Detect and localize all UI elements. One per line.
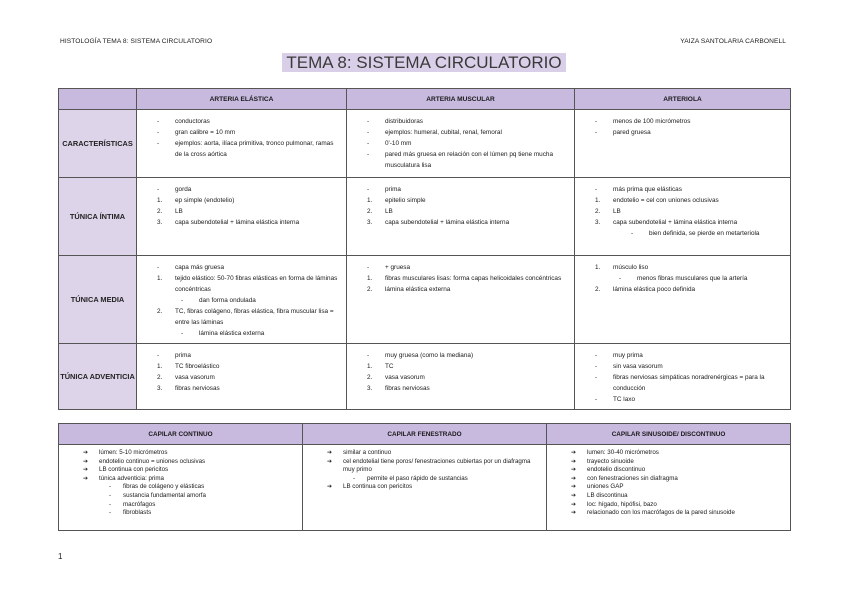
list-item	[595, 284, 786, 295]
list-item	[367, 273, 570, 284]
list-item-text: fibras de colágeno y elásticas	[123, 483, 205, 491]
list-marker: 1.	[367, 197, 373, 204]
list-item	[367, 372, 570, 383]
cell	[137, 178, 347, 256]
capillaries-table	[58, 423, 791, 531]
list-item	[157, 306, 342, 328]
row-tunica-media	[59, 256, 791, 344]
list-item-text: con fenestraciones sin diafragma	[587, 474, 678, 482]
list-item-text: lámina elástica externa	[385, 286, 451, 293]
list-item	[157, 273, 342, 295]
list-item	[571, 492, 786, 501]
list-marker: -	[595, 186, 598, 193]
list-item-text: más prima que elásticas	[613, 186, 682, 193]
list-item-text: endotelio = cel con uniones oclusivas	[613, 197, 719, 204]
list-item-text: vasa vasorum	[385, 374, 425, 381]
list-item-text: ejemplos: humeral, cubital, renal, femoral	[385, 129, 502, 136]
list-item-text: capa subendotelial + lámina elástica interna	[385, 219, 510, 226]
row-header: TÚNICA ADVENTICIA	[59, 344, 137, 410]
corner-cell	[59, 89, 137, 110]
row-header: TÚNICA MEDIA	[59, 256, 137, 344]
list-marker: 1.	[157, 363, 163, 370]
cell	[137, 344, 347, 410]
list-item-text: macrófagos	[123, 500, 156, 508]
list-item-text: tejido elástico: 50-70 fibras elásticas en forma de láminas concéntricas	[175, 275, 338, 293]
arrow-right-icon: ➔	[83, 466, 89, 474]
arrow-right-icon: ➔	[571, 500, 577, 508]
list-marker: 2.	[595, 208, 601, 215]
list-item	[157, 138, 342, 160]
list-marker: -	[181, 330, 184, 337]
list-item-text: TC	[385, 363, 394, 370]
list-marker: -	[157, 186, 160, 193]
list-marker: -	[631, 230, 634, 237]
list-item	[327, 458, 542, 475]
arrow-right-icon: ➔	[571, 509, 577, 517]
list-item-text: LB continua con pericitos	[99, 466, 169, 474]
list-item-text: capa subendotelial + lámina elástica interna	[175, 219, 300, 226]
list-item-text: fibras nerviosas simpáticas noradrenérgicas = para la conducción	[613, 374, 765, 392]
list-item	[367, 383, 570, 394]
list-item-text: LB discontinua	[587, 491, 628, 499]
list-marker: -	[367, 129, 370, 136]
list-item-text: TC fibroelástico	[175, 363, 220, 370]
list-item	[571, 475, 786, 484]
list-item-text: TC, fibras colágeno, fibras elástica, fibra muscular lisa = entre las láminas	[175, 308, 334, 326]
cell	[347, 178, 575, 256]
list-item-text: LB	[385, 208, 393, 215]
list-item-text: TC laxo	[613, 396, 636, 403]
list-item-text: lúmen: 5-10 micrómetros	[99, 449, 168, 456]
list-item	[157, 295, 342, 306]
list-item-text: distribuidoras	[385, 118, 424, 125]
list-marker: -	[367, 118, 370, 125]
page-title-text: TEMA 8: SISTEMA CIRCULATORIO	[282, 53, 565, 72]
row-tunica-adventicia	[59, 344, 791, 410]
cell	[575, 344, 791, 410]
arrow-right-icon: ➔	[327, 483, 333, 491]
cell	[347, 110, 575, 178]
list-item-text: LB	[613, 208, 621, 215]
list-marker: -	[367, 151, 370, 158]
list-item-text: uniones GAP	[587, 483, 624, 491]
list-item	[157, 184, 342, 195]
list-item	[157, 116, 342, 127]
list-marker: 2.	[157, 308, 163, 315]
list-item-text: sustancia fundamental amorfa	[123, 491, 206, 499]
list-item	[157, 195, 342, 206]
list-item	[83, 466, 298, 475]
list-marker: 1.	[367, 363, 373, 370]
arteries-table	[58, 88, 791, 410]
list-item-text: capa subendotelial + lámina elástica interna	[613, 219, 738, 226]
list-item	[595, 262, 786, 273]
list-marker: -	[367, 140, 370, 147]
list-marker: -	[181, 297, 184, 304]
arrow-right-icon: ➔	[83, 449, 89, 456]
list-item	[595, 361, 786, 372]
list-item	[571, 458, 786, 467]
list-item	[83, 501, 298, 510]
list-item-text: fibras nerviosas	[175, 385, 220, 392]
list-item	[327, 483, 542, 492]
list-marker: 1.	[595, 197, 601, 204]
list-item	[157, 361, 342, 372]
arrow-right-icon: ➔	[571, 491, 577, 499]
list-marker: 3.	[157, 219, 163, 226]
list-item	[83, 483, 298, 492]
list-item-text: lumen: 30-40 micrómetros	[587, 449, 659, 456]
col-header-capilar-fenestrado: CAPILAR FENESTRADO	[303, 424, 547, 445]
cell	[547, 445, 791, 531]
list-marker: -	[157, 264, 160, 271]
capillaries-header-row	[59, 424, 791, 445]
col-header-arteriola: ARTERIOLA	[575, 89, 791, 110]
list-item	[367, 127, 570, 138]
row-header: TÚNICA ÍNTIMA	[59, 178, 137, 256]
col-header-arteria-muscular: ARTERIA MUSCULAR	[347, 89, 575, 110]
list-item-text: prima	[385, 186, 401, 193]
list-marker: 2.	[157, 208, 163, 215]
arrow-right-icon: ➔	[327, 457, 333, 465]
list-marker: -	[157, 118, 160, 125]
list-item	[367, 206, 570, 217]
list-marker: 2.	[157, 374, 163, 381]
arrow-right-icon: ➔	[571, 474, 577, 482]
list-marker: -	[595, 363, 598, 370]
list-item-text: lámina elástica externa	[199, 330, 265, 337]
list-item	[83, 449, 298, 458]
arrow-right-icon: ➔	[571, 466, 577, 474]
list-item-text: dan forma ondulada	[199, 297, 256, 304]
list-item-text: similar a continuo	[343, 449, 392, 456]
col-header-arteria-elastica: ARTERIA ELÁSTICA	[137, 89, 347, 110]
list-item	[595, 184, 786, 195]
cell	[347, 344, 575, 410]
list-item	[367, 361, 570, 372]
list-marker: -	[353, 474, 356, 482]
list-item-text: + gruesa	[385, 264, 411, 271]
list-item-text: túnica adventicia: prima	[99, 474, 165, 482]
list-item-text: muy prima	[613, 352, 643, 359]
list-marker: -	[367, 352, 370, 359]
arrow-right-icon: ➔	[83, 474, 89, 482]
col-header-capilar-sinusoide: CAPILAR SINUSOIDE/ DISCONTINUO	[547, 424, 791, 445]
arrow-right-icon: ➔	[571, 449, 577, 456]
list-item	[157, 262, 342, 273]
list-marker: 3.	[157, 385, 163, 392]
list-item	[367, 350, 570, 361]
arrow-right-icon: ➔	[571, 483, 577, 491]
list-item-text: 0'-10 mm	[385, 140, 412, 147]
list-item	[595, 116, 786, 127]
list-item-text: LB	[175, 208, 183, 215]
list-marker: 3.	[367, 385, 373, 392]
list-marker: 1.	[157, 197, 163, 204]
list-item-text: vasa vasorum	[175, 374, 215, 381]
list-marker: -	[367, 186, 370, 193]
list-item-text: muy gruesa (como la mediana)	[385, 352, 474, 359]
list-item	[595, 206, 786, 217]
list-item	[157, 217, 342, 228]
capillaries-body-row	[59, 445, 791, 531]
list-item	[571, 501, 786, 510]
page-title	[0, 53, 848, 73]
list-item-text: endotelio discontinuo	[587, 466, 646, 474]
list-item	[571, 509, 786, 518]
list-item-text: lámina elástica poco definida	[613, 286, 696, 293]
list-item	[367, 262, 570, 273]
list-marker: -	[157, 129, 160, 136]
list-item-text: prima	[175, 352, 191, 359]
list-item-text: fibras musculares lisas: forma capas helicoidales concéntricas	[385, 275, 562, 282]
list-item	[327, 449, 542, 458]
list-marker: -	[595, 352, 598, 359]
list-item-text: conductoras	[175, 118, 210, 125]
list-marker: -	[109, 491, 112, 499]
list-item	[157, 350, 342, 361]
list-item-text: endotelio continuo = uniones oclusivas	[99, 457, 206, 465]
list-marker: -	[157, 140, 160, 147]
list-item	[367, 116, 570, 127]
list-item	[595, 228, 786, 239]
page-number: 1	[58, 552, 63, 561]
list-item	[595, 195, 786, 206]
list-item	[157, 328, 342, 339]
list-item-text: LB continua con pericitos	[343, 483, 413, 491]
list-item	[367, 284, 570, 295]
list-item	[327, 475, 542, 484]
list-item-text: fibras nerviosas	[385, 385, 430, 392]
list-item	[367, 149, 570, 171]
cell	[59, 445, 303, 531]
list-item-text: menos de 100 micrómetros	[613, 118, 691, 125]
list-marker: 2.	[595, 286, 601, 293]
list-marker: -	[595, 129, 598, 136]
header-left: HISTOLOGÍA TEMA 8: SISTEMA CIRCULATORIO	[60, 38, 213, 45]
col-header-capilar-continuo: CAPILAR CONTINUO	[59, 424, 303, 445]
list-marker: -	[595, 396, 598, 403]
list-item	[83, 492, 298, 501]
cell	[575, 256, 791, 344]
list-item	[367, 195, 570, 206]
cell	[347, 256, 575, 344]
cell	[137, 110, 347, 178]
list-item	[571, 466, 786, 475]
list-item-text: cel endotelial tiene poros/ fenestraciones cubiertas por un diafragma muy primo	[343, 457, 531, 474]
row-header: CARACTERÍSTICAS	[59, 110, 137, 178]
list-item-text: bien definida, se pierde en metarteriola	[649, 230, 760, 237]
list-item-text: fibroblasts	[123, 509, 152, 517]
list-marker: -	[595, 118, 598, 125]
list-item	[367, 217, 570, 228]
list-marker: -	[367, 264, 370, 271]
list-item-text: epitelio simple	[385, 197, 426, 204]
list-item-text: loc: hígado, hipófisi, bazo	[587, 500, 657, 508]
cell	[575, 110, 791, 178]
row-caracteristicas	[59, 110, 791, 178]
list-item	[367, 138, 570, 149]
arrow-right-icon: ➔	[327, 449, 333, 456]
list-marker: 1.	[367, 275, 373, 282]
list-marker: 2.	[367, 208, 373, 215]
list-item-text: sin vasa vasorum	[613, 363, 663, 370]
list-marker: 1.	[595, 264, 601, 271]
list-item-text: trayecto sinuoide	[587, 457, 634, 465]
list-item	[367, 184, 570, 195]
cell	[137, 256, 347, 344]
list-item	[157, 206, 342, 217]
header-right: YAIZA SANTOLARIA CARBONELL	[680, 38, 786, 45]
list-item-text: pared gruesa	[613, 129, 651, 136]
cell	[575, 178, 791, 256]
list-marker: -	[109, 483, 112, 491]
arteries-header-row	[59, 89, 791, 110]
list-item	[157, 383, 342, 394]
row-tunica-intima	[59, 178, 791, 256]
list-item-text: permite el paso rápido de sustancias	[367, 474, 468, 482]
list-marker: 2.	[367, 374, 373, 381]
list-item	[157, 372, 342, 383]
list-marker: 3.	[367, 219, 373, 226]
list-marker: 3.	[595, 219, 601, 226]
list-item	[83, 475, 298, 484]
list-marker: 1.	[157, 275, 163, 282]
list-item-text: ejemplos: aorta, ilíaca primitiva, tronco pulmonar, ramas de la cross aórtica	[175, 140, 334, 158]
list-item-text: pared más gruesa en relación con el lúmen pq tiene mucha musculatura lisa	[385, 151, 554, 169]
list-item-text: ep simple (endotelio)	[175, 197, 235, 204]
list-marker: -	[109, 500, 112, 508]
list-item	[571, 483, 786, 492]
list-item-text: capa más gruesa	[175, 264, 225, 271]
list-item	[595, 372, 786, 394]
list-marker: -	[157, 352, 160, 359]
list-item-text: músculo liso	[613, 264, 649, 271]
list-item-text: relacionado con los macrófagos de la pared sinusoide	[587, 509, 735, 517]
arrow-right-icon: ➔	[83, 457, 89, 465]
list-item	[595, 127, 786, 138]
list-item	[157, 127, 342, 138]
list-item	[83, 458, 298, 467]
list-item	[595, 217, 786, 228]
cell	[303, 445, 547, 531]
list-item	[595, 394, 786, 405]
list-marker: -	[595, 374, 598, 381]
list-marker: -	[619, 275, 622, 282]
list-item-text: gran calibre = 10 mm	[175, 129, 236, 136]
list-item-text: gorda	[175, 186, 192, 193]
list-item	[83, 509, 298, 518]
list-marker: -	[109, 509, 112, 517]
arrow-right-icon: ➔	[571, 457, 577, 465]
list-item	[595, 350, 786, 361]
list-item	[595, 273, 786, 284]
list-marker: 2.	[367, 286, 373, 293]
list-item-text: menos fibras musculares que la artería	[637, 275, 748, 282]
list-item	[571, 449, 786, 458]
